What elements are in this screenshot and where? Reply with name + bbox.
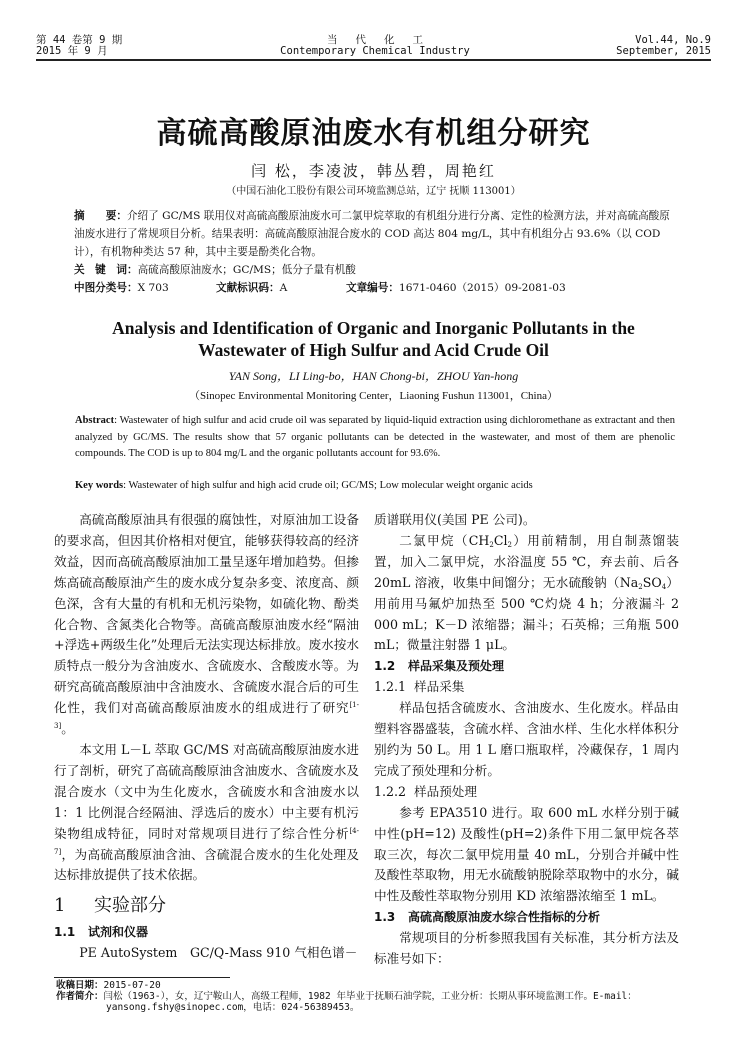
abstract-cn [74, 207, 676, 261]
journal-name-en: Contemporary Chemical Industry [280, 45, 470, 57]
keywords-en [75, 480, 675, 491]
section-title: 样品预处理 [414, 783, 477, 799]
section-title: 实验部分 [94, 895, 166, 917]
citation-ref[interactable]: [1-3] [54, 701, 359, 731]
text: ）用前精制，用自制蒸馏装置，加入二氯甲烷，水浴温度 55 ℃，弃去前、后各 20mL 溶液，收集中间馏分；无水硫酸钠（Na [374, 532, 679, 590]
abstract-en-text: : Wastewater of high sulfur and acid crude oil was separated by liquid-liquid extraction using dichloromethane as extractant and then analyzed by GC/MS. The results show that 57 organic pollutants can be detected in the wastewater, and most of them are phenolic compounds. The COD is up to 804 mg/L and the organic pollutants account for 93.6%. [75, 415, 675, 459]
body-column-right [374, 510, 679, 970]
clc-value: X 703 [137, 282, 169, 294]
paper-title-cn: 高硫高酸原油废水有机组分研究 [156, 116, 591, 151]
keywords-en-text: : Wastewater of high sulfur and high acid crude oil; GC/MS; Low molecular weight organic acids [123, 480, 533, 491]
author-bio [56, 992, 696, 1003]
section-number: 1 [54, 895, 66, 917]
intro-paragraph-1 [54, 510, 359, 740]
classification-row [74, 279, 676, 297]
subscript: 2 [489, 540, 494, 549]
paper-title-en-line2: Wastewater of High Sulfur and Acid Crude Oil [198, 340, 549, 360]
paper-title-en [0, 317, 747, 361]
section-heading-1-2 [374, 656, 679, 677]
bio-text: 闫松（1963-），女，辽宁鞍山人，高级工程师，1982 年毕业于抚顺石油学院，工业分析：长期从事环境监测工作。E-mail： [103, 990, 637, 1002]
text: 二氯甲烷（CH [399, 532, 490, 548]
running-header-journal [250, 35, 500, 57]
keywords-cn-label: 关 键 词： [74, 264, 138, 276]
subscript: 4 [661, 582, 667, 591]
section-number: 1.2.1 [374, 679, 407, 695]
text: Cl [493, 532, 508, 548]
received-label: 收稿日期： [56, 980, 104, 991]
abstract-cn-label: 摘 要： [74, 210, 127, 222]
bio-label: 作者简介： [56, 990, 104, 1002]
section-heading-1-2-2 [374, 782, 679, 803]
volume-issue: 第 44 卷第 9 期 [36, 34, 123, 46]
instruments-continued: 质谱联用仪(美国 PE 公司)。 [374, 512, 536, 527]
abstract-cn-text: 介绍了 GC/MS 联用仪对高硫高酸原油废水可二氯甲烷萃取的有机组分进行分离、定性的检测方法，并对高硫高酸原油废水进行了常规项目分析。结果表明：高硫高酸原油混合废水的 COD 高达 804 mg/L，其中有机组分占 93.6%（以 COD 计），有机物种类达 57 种，其中主要是酚类化合物。 [74, 210, 670, 258]
author-contact[interactable]: yansong.fshy@sinopec.com，电话：024-56389453。 [106, 1001, 360, 1013]
citation-ref[interactable]: [4-7] [54, 826, 359, 856]
section-title: 样品采集及预处理 [408, 659, 505, 674]
paragraph-end: 。 [61, 721, 74, 737]
section-number: 1.2 [374, 659, 396, 674]
intro-paragraph-2 [54, 740, 359, 886]
footnote [56, 981, 696, 1013]
paragraph-end: ，为高硫高酸原油含油、含硫混合废水的生化处理及达标排放提供了技术依据。 [54, 846, 359, 883]
section-heading-1 [54, 892, 359, 920]
doc-code-value: A [279, 282, 288, 294]
affiliation-cn: （中国石油化工股份有限公司环境监测总站，辽宁 抚顺 113001） [226, 186, 521, 197]
clc-label: 中图分类号： [74, 282, 138, 294]
section-number: 1.1 [54, 925, 76, 940]
sampling-paragraph: 样品包括含硫废水、含油废水、生化废水。样品由塑料容器盛装，含硫水样、含油水样、生化水样体积分别约为 50 L。用 1 L 磨口瓶取样，冷藏保存，1 周内完成了预处理和分析。 [374, 700, 679, 778]
keywords-cn [74, 261, 676, 279]
section-title: 高硫高酸原油废水综合性指标的分析 [408, 910, 601, 925]
text: SO [642, 574, 662, 590]
pretreatment-paragraph: 参考 EPA3510 进行。取 600 mL 水样分别于碱中性(pH=12) 及酸性(pH=2)条件下用二氯甲烷各萃取三次，每次二氯甲烷用量 40 mL，分别合并碱中性及酸性萃取物，用无水硫酸钠脱除萃取物中的水分，碱中性及酸性萃取物分别用 KD 浓缩器浓缩至 1 mL。 [374, 804, 679, 904]
subscript: 2 [638, 582, 643, 591]
section-heading-1-1 [54, 922, 359, 943]
running-header-issue [36, 35, 122, 57]
authors-en: YAN Song，LI Ling-bo，HAN Chong-bi，ZHOU Yan-hong [228, 369, 519, 383]
section-title: 样品采集 [414, 679, 465, 695]
abstract-en-label: Abstract [75, 415, 115, 426]
affiliation-en: （Sinopec Environmental Monitoring Center，Liaoning Fushun 113001，China） [189, 390, 558, 402]
keywords-cn-text: 高硫高酸原油废水；GC/MS；低分子量有机酸 [137, 264, 356, 276]
paragraph-text: 本文用 L－L 萃取 GC/MS 对高硫高酸原油废水进行了剖析，研究了高硫高酸原油含油废水、含硫废水及混合废水（文中为生化废水，含硫废水和含油废水以 1：1 比例混合经隔油、浮选后的废水）中主要有机污染物组成特征，同时对常规项目进行了综合性分析 [54, 741, 359, 841]
paragraph-text: 高硫高酸原油具有很强的腐蚀性，对原油加工设备的要求高，但因其价格相对便宜，能够获得较高的经济效益，因而高硫高酸原油加工量呈逐年增加趋势。但掺炼高硫高酸原油产生的废水成分复杂多变、浓度高、颜色深，含有大量的有机和无机污染物，如硫化物、酚类化合物、含氮类化合物等。高硫高酸原油废水经“隔油+浮选+两级生化”处理后无法实现达标排放。废水按水质特点一般分为含油废水、含硫废水、含酸废水等。为研究高硫高酸原油中含油废水、含硫废水混合后的可生化性，我们对高硫高酸原油废水的组成进行了研究 [54, 512, 359, 716]
text: ）用前用马氟炉加热至 500 ℃灼烧 4 h；分液漏斗 2 000 mL；K－D 浓缩器；漏斗；石英棉；三角瓶 500 mL；微量注射器 1 μL。 [374, 574, 679, 653]
volume-en: Vol.44, No.9 [635, 34, 711, 46]
section-heading-1-2-1 [374, 677, 679, 698]
date-en: September, 2015 [616, 45, 711, 57]
authors-cn: 闫 松，李凌波，韩丛碧，周艳红 [251, 162, 496, 180]
footnote-rule [54, 977, 230, 978]
section-number: 1.2.2 [374, 783, 407, 799]
paper-title-en-line1: Analysis and Identification of Organic and Inorganic Pollutants in the [112, 318, 635, 338]
instruments-paragraph: PE AutoSystem GC/Q-Mass 910 气相色谱－ [79, 945, 358, 961]
reagents-paragraph [374, 531, 679, 656]
analysis-paragraph: 常规项目的分析参照我国有关标准，其分析方法及标准号如下： [374, 930, 679, 967]
doc-code-label: 文献标识码： [216, 282, 280, 294]
section-heading-1-3 [374, 907, 679, 928]
issue-date: 2015 年 9 月 [36, 45, 108, 57]
abstract-en [75, 413, 675, 463]
journal-name-cn: 当代化工 [327, 34, 441, 46]
section-title: 试剂和仪器 [88, 925, 149, 940]
received-value: 2015-07-20 [103, 980, 161, 991]
section-number: 1.3 [374, 910, 396, 925]
article-no-value: 1671-0460（2015）09-2081-03 [398, 282, 566, 294]
header-rule [36, 59, 711, 61]
article-no-label: 文章编号： [346, 282, 399, 294]
keywords-en-label: Key words [75, 480, 124, 491]
body-column-left [54, 510, 359, 964]
subscript: 2 [507, 540, 512, 549]
running-header-volume [616, 35, 711, 57]
